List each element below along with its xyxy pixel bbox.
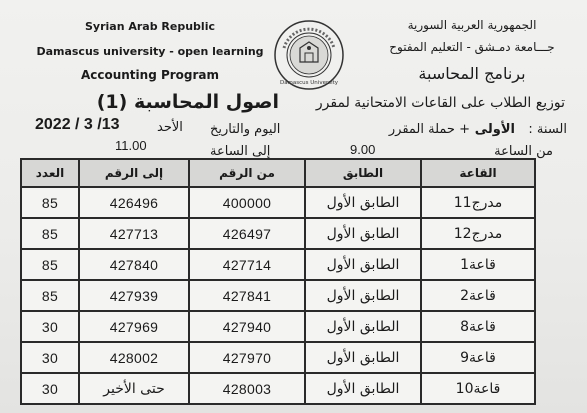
- cell-hall: مدرج11: [421, 187, 535, 218]
- cell-to-number: 427939: [79, 280, 189, 311]
- cell-count: 85: [21, 280, 79, 311]
- cell-from-number: 427714: [189, 249, 305, 280]
- to-time-value: 11.00: [115, 138, 147, 153]
- header-country-en: Syrian Arab Republic: [84, 20, 215, 33]
- cell-to-number: 427713: [79, 218, 189, 249]
- table-row: [21, 342, 535, 373]
- cell-from-number: 400000: [189, 187, 305, 218]
- cell-hall: قاعة8: [421, 311, 535, 342]
- cell-floor: الطابق الأول: [305, 249, 421, 280]
- cell-from-number: 427841: [189, 280, 305, 311]
- cell-to-number: 427969: [79, 311, 189, 342]
- header-from-number: من الرقم: [189, 159, 305, 187]
- cell-count: 30: [21, 342, 79, 373]
- table-row: [21, 311, 535, 342]
- from-time-label: من الساعة: [494, 144, 553, 159]
- exam-hall-table: [20, 158, 536, 405]
- university-seal-logo: [272, 18, 346, 92]
- header-hall: القاعة: [421, 159, 535, 187]
- day-date-label: اليوم والتاريخ: [210, 122, 281, 137]
- cell-hall: قاعة2: [421, 280, 535, 311]
- cell-floor: الطابق الأول: [305, 311, 421, 342]
- seal-text: Damascus University: [279, 80, 339, 86]
- table-row: [21, 373, 535, 404]
- cell-floor: الطابق الأول: [305, 218, 421, 249]
- header-to-number: إلى الرقم: [79, 159, 189, 187]
- header-country-ar: الجمهورية العربية السورية: [407, 18, 537, 32]
- cell-hall: مدرج12: [421, 218, 535, 249]
- day-label: الأحد: [157, 120, 183, 135]
- cell-floor: الطابق الأول: [305, 342, 421, 373]
- cell-count: 85: [21, 218, 79, 249]
- table-row: [21, 249, 535, 280]
- cell-from-number: 427940: [189, 311, 305, 342]
- course-title-prefix: توزيع الطلاب على القاعات الامتحانية لمقرر: [315, 95, 565, 111]
- cell-to-number: 428002: [79, 342, 189, 373]
- cell-to-number: 426496: [79, 187, 189, 218]
- cell-floor: الطابق الأول: [305, 187, 421, 218]
- cell-count: 85: [21, 249, 79, 280]
- cell-count: 30: [21, 373, 79, 404]
- course-title-name: اصول المحاسبة (1): [96, 91, 279, 113]
- cell-floor: الطابق الأول: [305, 373, 421, 404]
- cell-count: 85: [21, 187, 79, 218]
- year-value: الأولى: [474, 122, 515, 137]
- cell-floor: الطابق الأول: [305, 280, 421, 311]
- carry-label: + حملة المقرر: [388, 122, 470, 137]
- year-label: السنة :: [528, 122, 567, 137]
- cell-to-number: 427840: [79, 249, 189, 280]
- table-header-row: [21, 159, 535, 187]
- to-time-label: إلى الساعة: [210, 144, 271, 159]
- header-program-ar: برنامج المحاسبة: [418, 64, 526, 83]
- table-row: [21, 218, 535, 249]
- cell-count: 30: [21, 311, 79, 342]
- cell-from-number: 428003: [189, 373, 305, 404]
- cell-from-number: 427970: [189, 342, 305, 373]
- cell-hall: قاعة10: [421, 373, 535, 404]
- from-time-value: 9.00: [350, 142, 376, 157]
- exam-date: 2022 / 3 /13: [35, 116, 120, 133]
- table-row: [21, 187, 535, 218]
- table-row: [21, 280, 535, 311]
- header-university-en: Damascus university - open learning: [36, 45, 264, 58]
- header-university-ar: جـــامعة دمـشق - التعليم المفتوح: [389, 40, 555, 54]
- header-floor: الطابق: [305, 159, 421, 187]
- header-program-en: Accounting Program: [80, 68, 220, 82]
- cell-to-number: حتى الأخير: [79, 373, 189, 404]
- cell-hall: قاعة9: [421, 342, 535, 373]
- cell-from-number: 426497: [189, 218, 305, 249]
- cell-hall: قاعة1: [421, 249, 535, 280]
- header-count: العدد: [21, 159, 79, 187]
